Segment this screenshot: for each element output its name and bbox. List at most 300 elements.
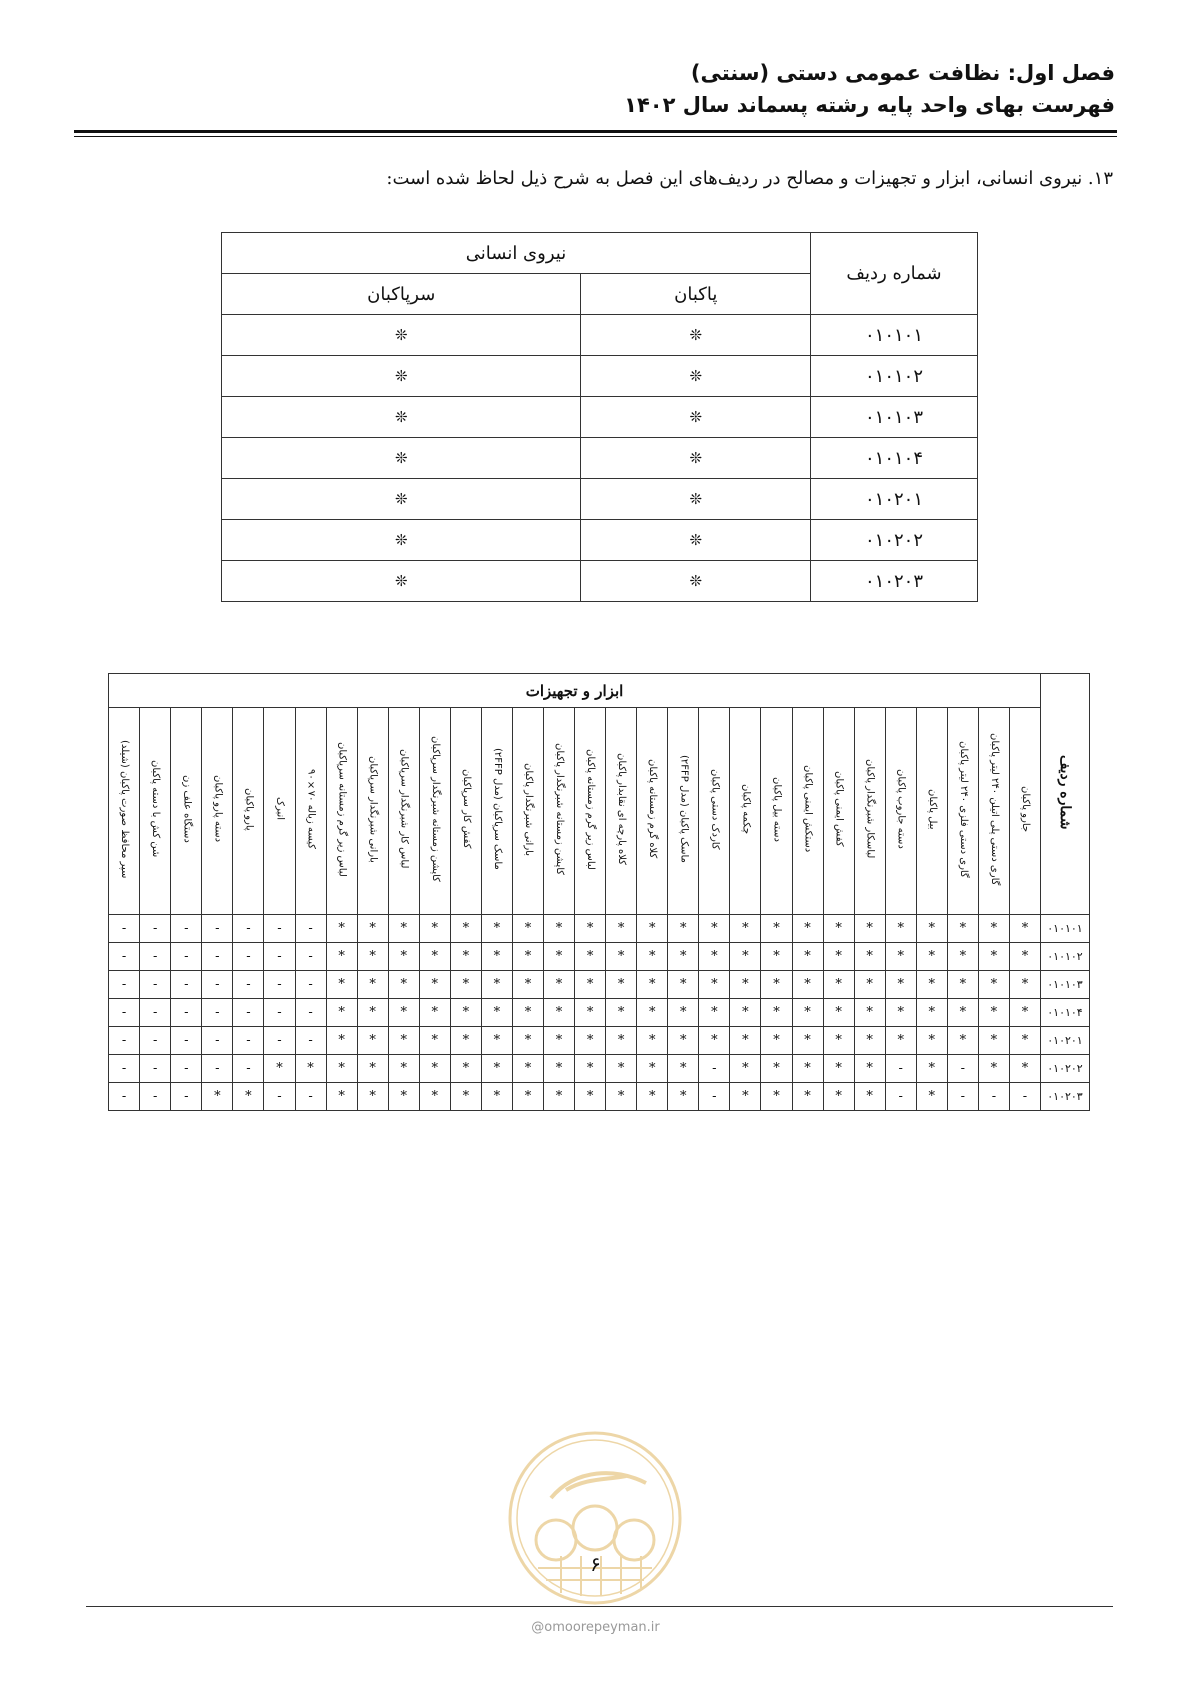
mark-cell: ❊ [581,479,811,520]
mark-cell: * [792,1027,823,1055]
mark-cell: * [823,1083,854,1111]
mark-cell: * [202,1083,233,1111]
mark-cell: - [202,1027,233,1055]
mark-cell: * [575,1083,606,1111]
mark-cell: * [419,1027,450,1055]
row-number: ۰۱۰۲۰۱ [1041,1027,1090,1055]
mark-cell: * [823,1027,854,1055]
mark-cell: * [512,971,543,999]
table-row [222,479,978,520]
mark-cell: * [730,915,761,943]
mark-cell: * [916,1083,947,1111]
mark-cell: * [823,915,854,943]
equipment-column-header: لباسکار شبرنگدار پاکبان [854,708,885,915]
equipment-column-header: کلاه پارچه ای نقابدار پاکبان [606,708,637,915]
mark-cell: * [575,1055,606,1083]
mark-cell: - [171,971,202,999]
mark-cell: - [109,1055,140,1083]
mark-cell: - [202,943,233,971]
mark-cell: * [512,1027,543,1055]
mark-cell: - [295,915,326,943]
mark-cell: - [947,1055,978,1083]
mark-cell: ❊ [222,315,581,356]
mark-cell: * [792,1055,823,1083]
mark-cell: * [419,943,450,971]
table-row [222,520,978,561]
equipment-column-header: کاردک دستی پاکبان [699,708,730,915]
equipment-table [108,673,1090,1111]
mark-cell: ❊ [581,356,811,397]
mark-cell: * [792,943,823,971]
mark-cell: * [668,999,699,1027]
mark-cell: * [885,999,916,1027]
mark-cell: - [295,971,326,999]
mark-cell: * [978,999,1009,1027]
mark-cell: * [947,1027,978,1055]
mark-cell: * [450,1083,481,1111]
mark-cell: * [637,1055,668,1083]
mark-cell: ❊ [222,479,581,520]
row-number: ۰۱۰۱۰۳ [1041,971,1090,999]
mark-cell: * [978,943,1009,971]
mark-cell: * [947,915,978,943]
mark-cell: * [450,943,481,971]
mark-cell: * [357,1027,388,1055]
mark-cell: * [388,1083,419,1111]
mark-cell: * [326,1027,357,1055]
table-row [222,561,978,602]
mark-cell: ❊ [222,397,581,438]
mark-cell: - [109,943,140,971]
mark-cell: - [140,971,171,999]
mark-cell: * [419,1055,450,1083]
equipment-column-header: بارانی شبرنگدار سرپاکبان [357,708,388,915]
table-row [109,915,1090,943]
mark-cell: - [264,943,295,971]
mark-cell: * [450,915,481,943]
table-row [222,397,978,438]
mark-cell: - [109,915,140,943]
mark-cell: * [1009,1055,1040,1083]
equipment-column-header: لباس زیر گرم زمستانه پاکبان [575,708,606,915]
mark-cell: * [792,915,823,943]
mark-cell: - [699,1083,730,1111]
page-header [624,58,1115,120]
mark-cell: * [668,1083,699,1111]
mark-cell: * [606,1055,637,1083]
mark-cell: * [575,1027,606,1055]
mark-cell: * [854,1055,885,1083]
mark-cell: * [730,1055,761,1083]
mark-cell: * [823,943,854,971]
table-row [109,971,1090,999]
document-title: فهرست بهای واحد پایه رشته پسماند سال ۱۴۰۲ [624,93,1115,117]
equipment-column-header: شن کش با دسته پاکبان [140,708,171,915]
mark-cell: - [202,1055,233,1083]
table-row [109,943,1090,971]
mark-cell: - [233,999,264,1027]
equipment-rowno-header: شماره ردیف [1041,674,1090,915]
mark-cell: * [854,915,885,943]
equipment-column-header: سپر محافظ صورت پاکبان (شیلد) [109,708,140,915]
equipment-column-header: گاری دستی فلزی ۲۴۰ لیتر پاکبان [947,708,978,915]
mark-cell: ❊ [222,561,581,602]
mark-cell: ❊ [581,520,811,561]
mark-cell: * [637,999,668,1027]
table-row [109,999,1090,1027]
mark-cell: - [171,999,202,1027]
mark-cell: - [295,999,326,1027]
equipment-column-header: بیل پاکبان [916,708,947,915]
mark-cell: - [171,1055,202,1083]
mark-cell: * [388,943,419,971]
mark-cell: - [699,1055,730,1083]
mark-cell: * [761,971,792,999]
mark-cell: - [109,971,140,999]
mark-cell: * [730,943,761,971]
page-number: ۶ [590,1552,601,1576]
equipment-column-header: ماسک پاکبان (مدل ۲FFP) [668,708,699,915]
table-row [109,1027,1090,1055]
mark-cell: * [388,915,419,943]
mark-cell: - [1009,1083,1040,1111]
mark-cell: - [264,1083,295,1111]
mark-cell: * [916,999,947,1027]
mark-cell: * [668,915,699,943]
equipment-column-header: دسته پارو پاکبان [202,708,233,915]
mark-cell: * [761,999,792,1027]
mark-cell: * [1009,1027,1040,1055]
row-number: ۰۱۰۱۰۴ [1041,999,1090,1027]
mark-cell: * [388,1055,419,1083]
mark-cell: * [419,1083,450,1111]
mark-cell: * [326,1055,357,1083]
mark-cell: - [233,1055,264,1083]
labor-rowno-header: شماره ردیف [811,233,978,315]
mark-cell: * [544,999,575,1027]
mark-cell: * [606,999,637,1027]
mark-cell: - [233,971,264,999]
mark-cell: * [481,943,512,971]
mark-cell: * [637,1027,668,1055]
mark-cell: * [388,971,419,999]
mark-cell: * [854,1083,885,1111]
row-number: ۰۱۰۱۰۴ [811,438,978,479]
table-row [109,1055,1090,1083]
table-row [222,438,978,479]
mark-cell: * [326,915,357,943]
mark-cell: * [357,999,388,1027]
mark-cell: - [264,971,295,999]
footer-rule [86,1606,1113,1607]
mark-cell: - [109,1027,140,1055]
mark-cell: - [295,1027,326,1055]
mark-cell: * [792,999,823,1027]
equipment-column-header: دستکش ایمنی پاکبان [792,708,823,915]
equipment-column-header: کیسه زباله ۷۰×۹۰ [295,708,326,915]
mark-cell: * [419,915,450,943]
chapter-title: فصل اول: نظافت عمومی دستی (سنتی) [690,61,1115,85]
equipment-column-header: کفش ایمنی پاکبان [823,708,854,915]
mark-cell: - [295,943,326,971]
mark-cell: - [233,915,264,943]
mark-cell: * [792,971,823,999]
mark-cell: * [481,1027,512,1055]
mark-cell: ❊ [222,356,581,397]
mark-cell: * [637,1083,668,1111]
mark-cell: - [140,915,171,943]
mark-cell: * [419,971,450,999]
row-number: ۰۱۰۱۰۲ [811,356,978,397]
mark-cell: - [171,1027,202,1055]
watermark-seal-logo [506,1428,684,1608]
labor-table [221,232,978,602]
mark-cell: * [823,1055,854,1083]
mark-cell: - [885,1055,916,1083]
mark-cell: * [916,1027,947,1055]
mark-cell: * [388,1027,419,1055]
mark-cell: * [512,943,543,971]
mark-cell: * [947,971,978,999]
mark-cell: * [885,1027,916,1055]
table-row [109,1083,1090,1111]
mark-cell: * [264,1055,295,1083]
mark-cell: * [544,915,575,943]
mark-cell: * [668,943,699,971]
labor-group-header: نیروی انسانی [222,233,811,274]
mark-cell: - [171,943,202,971]
mark-cell: - [171,1083,202,1111]
mark-cell: * [761,943,792,971]
mark-cell: * [885,943,916,971]
row-number: ۰۱۰۲۰۳ [1041,1083,1090,1111]
website-watermark: @omoorepeyman.ir [531,1620,660,1635]
mark-cell: * [544,971,575,999]
mark-cell: * [761,1083,792,1111]
mark-cell: * [699,943,730,971]
header-rule-thick [74,130,1117,133]
mark-cell: - [295,1083,326,1111]
mark-cell: * [916,915,947,943]
mark-cell: * [326,943,357,971]
mark-cell: * [388,999,419,1027]
mark-cell: * [575,999,606,1027]
mark-cell: * [1009,999,1040,1027]
equipment-column-header: گاری دستی پلی اتیلن ۲۴۰ لیتر پاکبان [978,708,1009,915]
mark-cell: * [357,943,388,971]
mark-cell: * [512,1055,543,1083]
mark-cell: * [419,999,450,1027]
equipment-column-header: ماسک سرپاکبان (مدل ۲FFP) [481,708,512,915]
mark-cell: * [823,999,854,1027]
mark-cell: * [606,915,637,943]
labor-column-header: پاکبان [581,274,811,315]
mark-cell: * [730,999,761,1027]
mark-cell: * [699,915,730,943]
mark-cell: * [481,1083,512,1111]
mark-cell: ❊ [222,520,581,561]
mark-cell: - [947,1083,978,1111]
intro-paragraph: ۱۳. نیروی انسانی، ابزار و تجهیزات و مصالح در ردیف‌های این فصل به شرح ذیل لحاظ شده است: [386,168,1113,189]
row-number: ۰۱۰۲۰۳ [811,561,978,602]
mark-cell: * [233,1083,264,1111]
mark-cell: * [481,999,512,1027]
mark-cell: * [1009,915,1040,943]
mark-cell: * [544,1083,575,1111]
mark-cell: - [202,915,233,943]
mark-cell: * [357,1083,388,1111]
mark-cell: * [792,1083,823,1111]
mark-cell: - [109,999,140,1027]
mark-cell: * [730,1027,761,1055]
mark-cell: ❊ [581,561,811,602]
equipment-column-header: کلاه گرم زمستانه پاکبان [637,708,668,915]
mark-cell: * [916,943,947,971]
row-number: ۰۱۰۲۰۲ [1041,1055,1090,1083]
mark-cell: - [140,943,171,971]
mark-cell: * [1009,971,1040,999]
mark-cell: * [854,971,885,999]
mark-cell: - [140,1055,171,1083]
mark-cell: - [264,1027,295,1055]
mark-cell: * [947,999,978,1027]
mark-cell: * [481,971,512,999]
mark-cell: * [295,1055,326,1083]
mark-cell: * [761,915,792,943]
mark-cell: * [512,915,543,943]
equipment-column-header: دسته جاروب پاکبان [885,708,916,915]
mark-cell: * [326,1083,357,1111]
mark-cell: * [326,971,357,999]
equipment-group-header: ابزار و تجهیزات [109,674,1041,708]
mark-cell: * [575,971,606,999]
mark-cell: * [544,1027,575,1055]
equipment-column-header: بارانی شبرنگدار پاکبان [512,708,543,915]
mark-cell: * [885,971,916,999]
mark-cell: * [450,1055,481,1083]
mark-cell: - [140,1027,171,1055]
mark-cell: * [544,1055,575,1083]
mark-cell: * [544,943,575,971]
mark-cell: * [699,1027,730,1055]
mark-cell: * [854,943,885,971]
row-number: ۰۱۰۲۰۲ [811,520,978,561]
row-number: ۰۱۰۱۰۱ [811,315,978,356]
mark-cell: * [357,915,388,943]
mark-cell: - [202,971,233,999]
mark-cell: * [668,971,699,999]
table-row [222,356,978,397]
mark-cell: ❊ [581,397,811,438]
equipment-column-header: لباس زیر گرم زمستانه سرپاکبان [326,708,357,915]
mark-cell: * [450,971,481,999]
mark-cell: - [233,1027,264,1055]
equipment-column-header: پارو پاکبان [233,708,264,915]
equipment-column-header: دسته بیل پاکبان [761,708,792,915]
mark-cell: * [512,999,543,1027]
mark-cell: - [140,1083,171,1111]
row-number: ۰۱۰۱۰۱ [1041,915,1090,943]
mark-cell: * [512,1083,543,1111]
mark-cell: * [885,915,916,943]
mark-cell: * [575,943,606,971]
row-number: ۰۱۰۱۰۲ [1041,943,1090,971]
mark-cell: - [202,999,233,1027]
equipment-column-header: انبرک [264,708,295,915]
mark-cell: * [606,1083,637,1111]
mark-cell: * [481,915,512,943]
mark-cell: * [575,915,606,943]
mark-cell: * [637,915,668,943]
equipment-column-header: لباس کار شبرنگدار سرپاکبان [388,708,419,915]
mark-cell: - [885,1083,916,1111]
mark-cell: * [761,1055,792,1083]
mark-cell: * [668,1027,699,1055]
mark-cell: - [109,1083,140,1111]
mark-cell: * [357,1055,388,1083]
mark-cell: ❊ [222,438,581,479]
labor-column-header: سرپاکبان [222,274,581,315]
equipment-column-header: کاپشن زمستانه شبرنگدار پاکبان [544,708,575,915]
mark-cell: * [916,1055,947,1083]
mark-cell: * [357,971,388,999]
table-row [222,315,978,356]
mark-cell: - [264,999,295,1027]
mark-cell: * [606,1027,637,1055]
mark-cell: * [730,1083,761,1111]
mark-cell: * [606,943,637,971]
mark-cell: * [730,971,761,999]
mark-cell: * [450,1027,481,1055]
mark-cell: * [699,971,730,999]
mark-cell: * [637,971,668,999]
mark-cell: - [233,943,264,971]
equipment-column-header: کاپشن زمستانه شبرنگدار سرپاکبان [419,708,450,915]
mark-cell: * [1009,943,1040,971]
row-number: ۰۱۰۲۰۱ [811,479,978,520]
mark-cell: * [978,1055,1009,1083]
mark-cell: * [606,971,637,999]
equipment-column-header: دستگاه علف زن [171,708,202,915]
mark-cell: * [947,943,978,971]
row-number: ۰۱۰۱۰۳ [811,397,978,438]
mark-cell: ❊ [581,315,811,356]
mark-cell: * [699,999,730,1027]
mark-cell: * [916,971,947,999]
mark-cell: - [978,1083,1009,1111]
mark-cell: - [264,915,295,943]
mark-cell: * [854,999,885,1027]
mark-cell: * [668,1055,699,1083]
mark-cell: * [978,915,1009,943]
mark-cell: * [823,971,854,999]
mark-cell: * [854,1027,885,1055]
mark-cell: * [761,1027,792,1055]
mark-cell: * [450,999,481,1027]
mark-cell: * [637,943,668,971]
mark-cell: * [481,1055,512,1083]
mark-cell: * [978,1027,1009,1055]
mark-cell: ❊ [581,438,811,479]
equipment-column-header: جارو پاکبان [1009,708,1040,915]
equipment-column-header: کفش کار سرپاکبان [450,708,481,915]
mark-cell: - [171,915,202,943]
mark-cell: - [140,999,171,1027]
equipment-column-header: چکمه پاکبان [730,708,761,915]
header-rule-thin [74,136,1117,137]
mark-cell: * [978,971,1009,999]
mark-cell: * [326,999,357,1027]
